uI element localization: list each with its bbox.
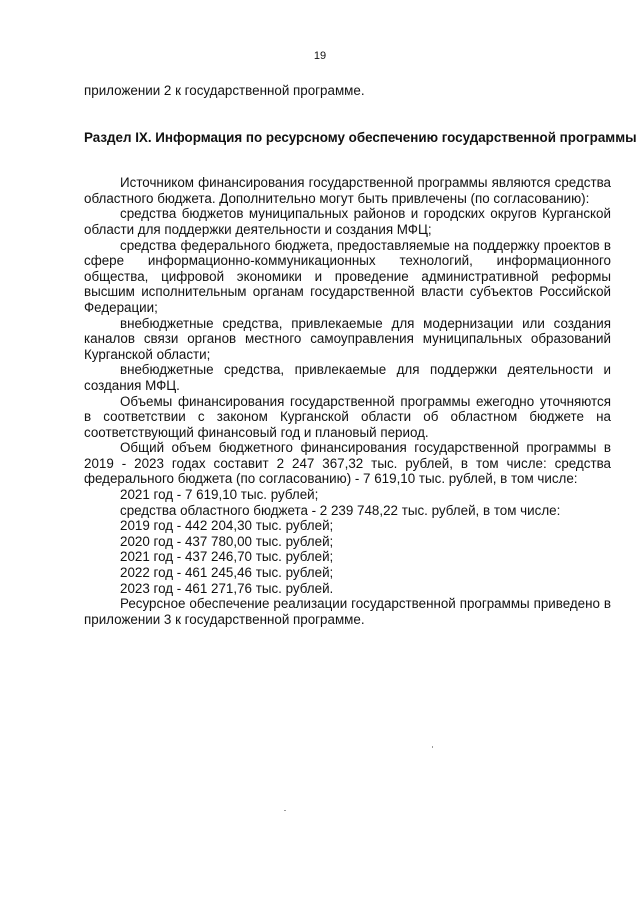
paragraph-total-funding: Общий объем бюджетного финансирования государственной программы в 2019 - 2023 годах составит 2 247 367,32 тыс. рублей, в том числе: средства федерального бюджета (по согласованию) - 7 619,10 тыс. рублей, в том числе: bbox=[84, 440, 611, 487]
paragraph-extrabudget-mfc: внебюджетные средства, привлекаемые для поддержки деятельности и создания МФЦ. bbox=[84, 362, 611, 393]
paragraph-funding-volumes: Объемы финансирования государственной программы ежегодно уточняются в соответствии с законом Курганской области об областном бюджете на соответствующий финансовый год и плановый период. bbox=[84, 393, 611, 440]
paragraph-resource-provision: Ресурсное обеспечение реализации государственной программы приведено в приложении 3 к государственной программе. bbox=[84, 596, 611, 627]
page-content bbox=[84, 83, 637, 627]
paragraph-funding-source: Источником финансирования государственной программы являются средства областного бюджета. Дополнительно могут быть привлечены (по согласованию): bbox=[84, 175, 611, 206]
section-heading: Раздел IX. Информация по ресурсному обеспечению государственной программы bbox=[84, 129, 637, 145]
regional-year-line: 2019 год - 442 204,30 тыс. рублей; bbox=[120, 518, 334, 534]
regional-year-line: 2021 год - 437 246,70 тыс. рублей; bbox=[120, 549, 334, 565]
regional-year-line: 2022 год - 461 245,46 тыс. рублей; bbox=[120, 565, 334, 581]
scan-speck bbox=[432, 746, 433, 748]
paragraph-extrabudget-channels: внебюджетные средства, привлекаемые для модернизации или создания каналов связи органов местного самоуправления муниципальных образований Курганской области; bbox=[84, 315, 611, 362]
page-number: 19 bbox=[313, 50, 327, 62]
regional-year-line: 2023 год - 461 271,76 тыс. рублей. bbox=[120, 580, 334, 596]
regional-total-line: средства областного бюджета - 2 239 748,22 тыс. рублей, в том числе: bbox=[120, 502, 561, 518]
carryover-line: приложении 2 к государственной программе. bbox=[84, 83, 365, 98]
regional-year-line: 2020 год - 437 780,00 тыс. рублей; bbox=[120, 533, 334, 549]
scan-speck bbox=[284, 810, 286, 811]
paragraph-municipal-funds: средства бюджетов муниципальных районов и городских округов Курганской области для поддержки деятельности и создания МФЦ; bbox=[84, 206, 611, 237]
federal-2021-line: 2021 год - 7 619,10 тыс. рублей; bbox=[120, 487, 319, 503]
paragraph-federal-funds: средства федерального бюджета, предоставляемые на поддержку проектов в сфере информационно-коммуникационных технологий, информационного общества, цифровой экономики и проведение административной реформы высшим исполнительным органам государственной власти субъектов Российской Федерации; bbox=[84, 237, 611, 315]
